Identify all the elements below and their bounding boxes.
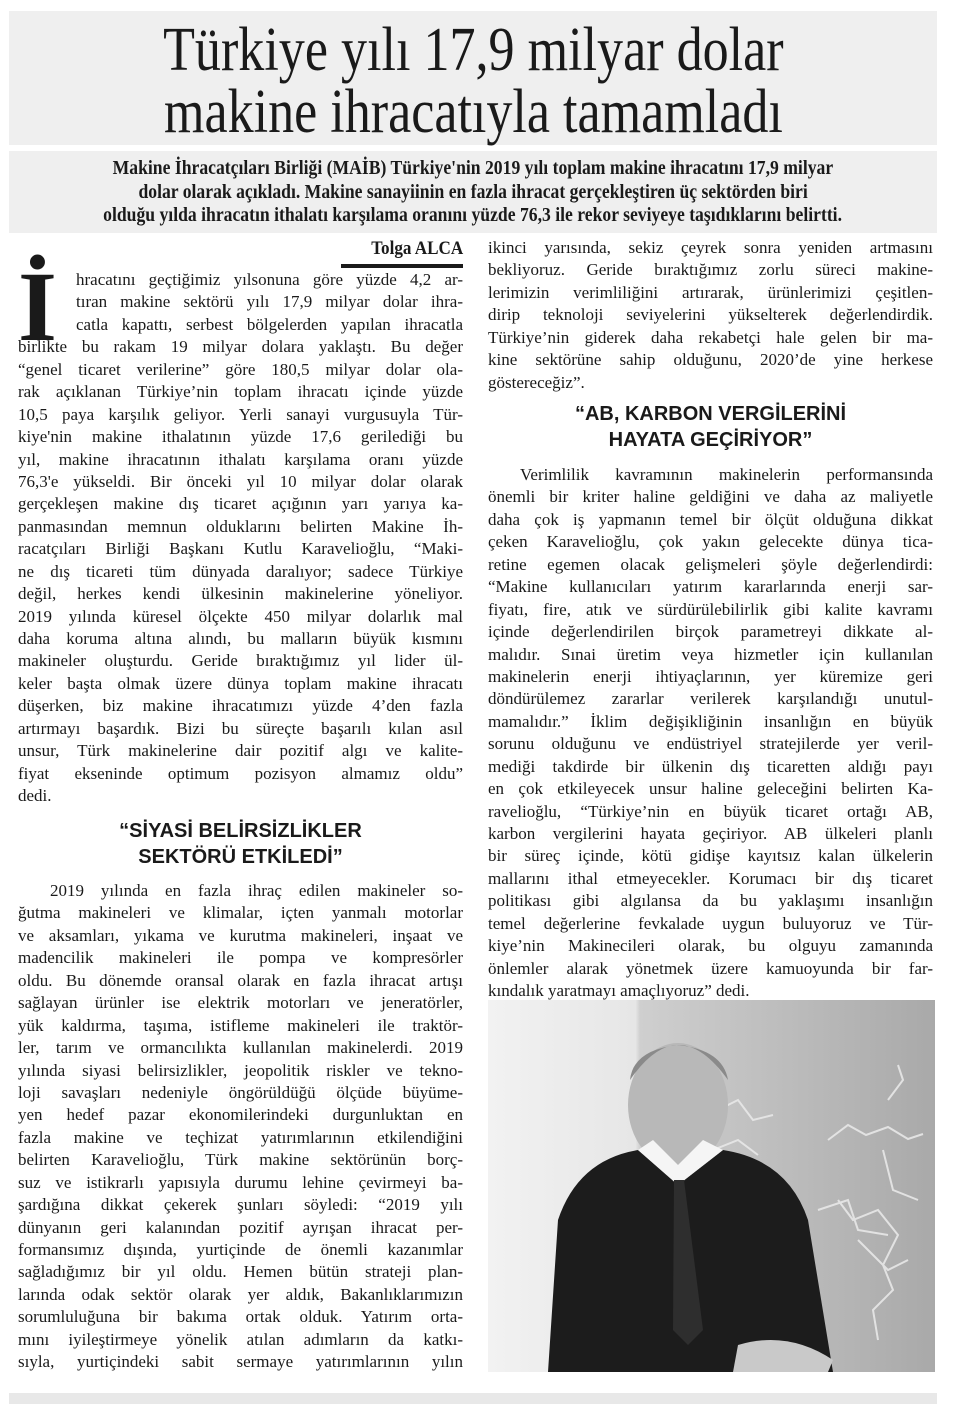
text-line: çeken Karavelioğlu, çok yakın gelecekte dünya tica-	[488, 532, 933, 552]
text-line: değil, herkes kendi ülkesinin makinelerine yöneliyor.	[18, 584, 463, 604]
text-line: sorunu olduğunu ve endüstriyel stratejilerde yer veril-	[488, 734, 933, 754]
text-line: keler başta olmak üzere dünya toplam makine ihracatı	[18, 673, 463, 693]
text-line: formansımız dışında, yurtiçinde de önemli kazanımlar	[18, 1240, 463, 1259]
byline: Tolga ALCA	[370, 238, 463, 259]
right-column-paragraph-2	[488, 464, 933, 1003]
text-line: tıran makine sektörü yılı 17,9 milyar dolar ihra-	[76, 292, 463, 312]
text-line: madencilik makineleri ile pompa ve kompresörler	[18, 948, 463, 968]
portrait-photo-icon	[488, 1000, 935, 1372]
text-line: daha koruma altına alındı, bu malların büyük kısmını	[18, 629, 463, 648]
text-line: retine egemen olacak gelişmeleri şöyle değerlendirdi:	[488, 554, 933, 574]
text-line: bir süreç içinde, kötü gidişe kayıtsız kalan ülkelerin	[488, 846, 933, 866]
subhead-line: HAYATA GEÇİRİYOR”	[608, 429, 813, 451]
text-line: önlemler alarak yönetmek üzere kamuoyunda bir far-	[488, 958, 933, 978]
text-line: yıl, makine ihracatının ithalatı karşılama oranı yüzde	[18, 449, 463, 469]
text-line: Türkiye’nin giderek daha rekabetçi hale gelen bir ma-	[488, 327, 933, 347]
text-line: politikası gibi algılansa da bu yaklaşımı insanlığın	[488, 891, 933, 911]
text-line: loji savaşları nedeniyle öngörüldüğü ölçüde büyüme-	[18, 1082, 463, 1102]
text-line: malıdır. Sınai üretim veya hizmetler için kullanılan	[488, 644, 933, 664]
text-line: bekliyoruz. Geride bıraktığımız zorlu süreci makine-	[488, 260, 933, 280]
text-line: dedi.	[18, 786, 52, 806]
text-line: yılında siyasi belirsizlikler, jeopolitik riskler ve tekno-	[18, 1060, 463, 1080]
text-line: “genel ticaret verilerine” göre 180,5 milyar dolar ola-	[18, 359, 463, 379]
text-line: lerimizin verimliliğini artırarak, ürünlerimizi çeşitlen-	[488, 282, 933, 302]
text-line: kiye'nin makine ithalatının yüzde 17,6 gerilediği bu	[18, 427, 463, 447]
text-line: döndürülemez zararlar verilerek karşılandığı unutul-	[488, 689, 933, 709]
text-line: artırmayı başardık. Bizi bu süreçte başarılı kılan asıl	[18, 718, 463, 738]
text-line: daha çok iş yapmanın temel bir ölçüt olduğuna dikkat	[488, 509, 933, 529]
subhead-line: SEKTÖRÜ ETKİLEDİ”	[138, 846, 343, 868]
text-line: mediği takdirde bir ülkenin dış ticaretten aldığı payı	[488, 756, 933, 776]
text-line: 2019 yılında en fazla ihraç edilen makineler so-	[50, 881, 463, 900]
deck-line: dolar olarak açıkladı. Makine sanayiinin en fazla ihracat gerçekleştiren üç sektörden biri	[138, 180, 808, 203]
headline	[9, 11, 937, 145]
deck-line: Makine İhracatçıları Birliği (MAİB) Türkiye'nin 2019 yılı toplam makine ihracatını 17,9 milyar	[112, 157, 834, 179]
text-line: rak açıklanan Türkiye’nin toplam ihracatı içinde yüzde	[18, 382, 463, 402]
headline-line: makine ihracatıyla tamamladı	[163, 78, 783, 146]
text-line: ler, tarım ve ormancılıkta kullanılan makinelerdi. 2019	[18, 1038, 463, 1058]
drop-cap: İ	[18, 251, 57, 362]
text-line: catla kapattı, serbest bölgelerden yapılan ihracatla	[76, 314, 463, 334]
text-line: sıyla, yurtiçindeki sabit sermaye yatırımlarının yılın	[18, 1352, 463, 1372]
subhead-line: “AB, KARBON VERGİLERİNİ	[574, 403, 847, 425]
text-line: önemli bir kriter haline geldiğini ve daha az maliyetle	[488, 487, 933, 507]
bottom-bar	[9, 1393, 937, 1404]
text-line: “Makine kullanıcıları yatırım kararlarında enerji sar-	[488, 577, 933, 597]
text-line: düşerken, biz makine ihracatımızı yüzde 4’den fazla	[18, 696, 463, 716]
text-line: dünyanın geri kalanından pozitif ayrışan ihracat per-	[18, 1217, 463, 1237]
right-subhead	[488, 401, 933, 453]
text-line: kiye’nin Makinecileri olarak, bu olguyu zamanında	[488, 936, 933, 956]
text-line: 2019 yılında küresel ölçekte 450 milyar dolarlık mal	[18, 606, 463, 626]
text-line: racatçıları Birliği Başkanı Kutlu Karavelioğlu, “Maki-	[18, 539, 463, 559]
right-column-paragraph-1	[488, 237, 933, 394]
text-line: 76,3'e yükseldi. Bir önceki yıl 10 milyar dolar olarak	[18, 471, 463, 491]
deck-line: olduğu yılda ihracatın ithalatı karşılama oranını yüzde 76,3 ile rekor seviyeye taşıdıklarını belirtti.	[103, 204, 843, 226]
text-line: fiyat ekseninde optimum pozisyon almamız oldu”	[18, 763, 463, 783]
text-line: mallarını ithal etmeyecekler. Korumacı bir dış ticaret	[488, 868, 933, 888]
text-line: ğutma makineleri ve klimalar, içten yanmalı motorlar	[18, 903, 463, 923]
text-line: mamalıdır.” İklim değişikliğinin insanlığın en büyük	[488, 711, 933, 731]
text-line: ikinci yarısında, sekiz çeyrek sonra yeniden artmasını	[488, 238, 933, 257]
text-line: mını iyileştirmeye yönelik atılan adımların da katkı-	[18, 1329, 463, 1349]
byline-rule	[341, 264, 463, 268]
text-line: dirip teknoloji seviyelerini yükselterek değerlendirdik.	[488, 305, 933, 325]
text-line: karbon vergilerini hayata geçiriyor. AB ülkeleri planlı	[488, 824, 933, 843]
text-line: ve aksamları, yıkama ve kurutma makineleri, inşaat ve	[18, 925, 463, 945]
left-subhead	[18, 818, 463, 870]
text-line: göstereceğiz”.	[488, 372, 585, 392]
text-line: ne dış ticareti tüm dünyada daralıyor; sadece Türkiye	[18, 561, 463, 581]
text-line: şardığına dikkat çekerek şunları söyledi: “2019 yılı	[18, 1195, 463, 1215]
text-line: fiyatı, fire, atık ve sürdürülebilirlik gibi kalite kavramı	[488, 599, 933, 619]
text-line: içinde değerlendirilen birçok parametreyi dikkate al-	[488, 622, 933, 642]
text-line: yük kaldırma, taşıma, istifleme makineleri ile traktör-	[18, 1015, 463, 1035]
text-line: oldu. Bu dönemde oransal olarak en fazla ihracat artışı	[18, 970, 463, 990]
text-line: hracatını geçtiğimiz yılsonuna göre yüzde 4,2 ar-	[76, 270, 463, 289]
subhead-line: “SİYASİ BELİRSİZLİKLER	[119, 820, 362, 842]
text-line: yen hedef pazar ekonomilerindeki durgunluktan en	[18, 1105, 463, 1125]
article-deck	[9, 151, 937, 233]
text-line: makineler oluşturdu. Geride bıraktığımız yıl lider ül-	[18, 651, 463, 671]
text-line: sorumluluğuna bir bakıma ortak olduk. Yatırım orta-	[18, 1307, 463, 1327]
headline-line: Türkiye yılı 17,9 milyar dolar	[162, 16, 784, 84]
portrait-photo	[488, 1000, 935, 1372]
left-column-paragraph-1	[18, 269, 463, 808]
text-line: suz ve istikrarlı yapısıyla durumu lehine çevirmeyi ba-	[18, 1172, 463, 1192]
text-line: temel değerlerine fevkalade uygun buluyoruz ve Tür-	[488, 913, 933, 933]
text-line: kındalık yaratmayı amaçlıyoruz” dedi.	[488, 981, 750, 1001]
text-line: 10,5 paya karşılık geliyor. Yerli sanayi vurgusuyla Tür-	[18, 404, 463, 424]
text-line: gerçekleşen makine dış ticaret açığının yarı yarıya ka-	[18, 494, 463, 514]
text-line: makinelerin enerji ihtiyaçlarının, yer küremize geri	[488, 666, 933, 686]
text-line: belirten Karavelioğlu, Türk makine sektörünün borç-	[18, 1150, 463, 1170]
text-line: ravelioğlu, “Türkiye’nin en büyük ticaret ortağı AB,	[488, 801, 933, 821]
text-line: fazla makine ve teçhizat yatırımlarının etkilendiğini	[18, 1127, 463, 1147]
text-line: larında odak sektör olarak yer aldık, Bakanlıklarımızın	[18, 1284, 463, 1304]
text-line: unsur, Türk makinelerine dair pozitif algı ve kalite-	[18, 741, 463, 761]
text-line: en çok etkileyecek unsur haline geleceğini belirten Ka-	[488, 779, 933, 799]
text-line: birlikte bu rakam 19 milyar dolara yaklaştı. Bu değer	[18, 337, 463, 357]
text-line: Verimlilik kavramının makinelerin performansında	[520, 465, 933, 484]
text-line: panmasından memnun olduklarını belirten Makine İh-	[18, 516, 463, 536]
left-column-paragraph-2	[18, 880, 463, 1374]
text-line: kine sektörüne sahip olduğunu, 2020’de yine herkese	[488, 350, 933, 370]
text-line: sağlayan ürünler ise elektrik motorları ve jeneratörler,	[18, 993, 463, 1013]
text-line: sağladığımız bir yıl oldu. Hemen bütün strateji plan-	[18, 1262, 463, 1282]
